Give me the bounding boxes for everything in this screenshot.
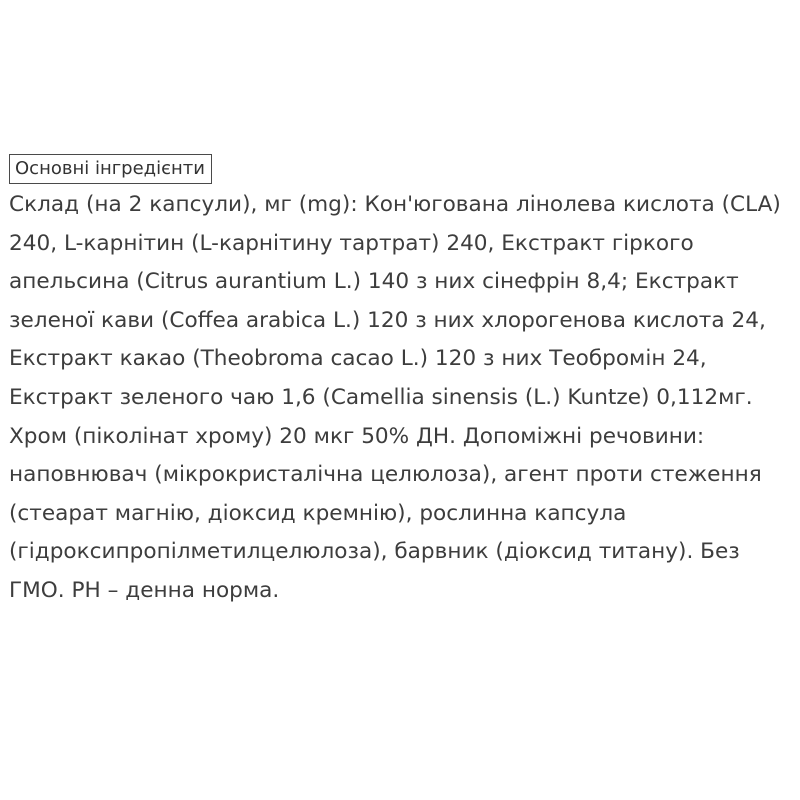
ingredients-section	[9, 154, 794, 611]
ingredients-text: Склад (на 2 капсули), мг (mg): Кон'югована лінолева кислота (CLA) 240, L-карнітин (L-карнітину тартрат) 240, Екстракт гіркого апельсина (Citrus aurantium L.) 140 з них сінефрін 8,4; Екстракт зеленої кави (Coffea arabica L.) 120 з них хлорогенова кислота 24, Екстракт какао (Theobroma cacao L.) 120 з них Теобромін 24, Екстракт зеленого чаю 1,6 (Camellia sinensis (L.) Kuntze) 0,112мг. Хром (піколінат хрому) 20 мкг 50% ДН. Допоміжні речовини: наповнювач (мікрокристалічна целюлоза), агент проти стеження (стеарат магнію, діоксид кремнію), рослинна капсула (гідроксипропілметилцелюлоза), барвник (діоксид титану). Без ГМО. РН – денна норма.	[9, 192, 781, 603]
section-title: Основні інгредієнти	[9, 154, 212, 184]
